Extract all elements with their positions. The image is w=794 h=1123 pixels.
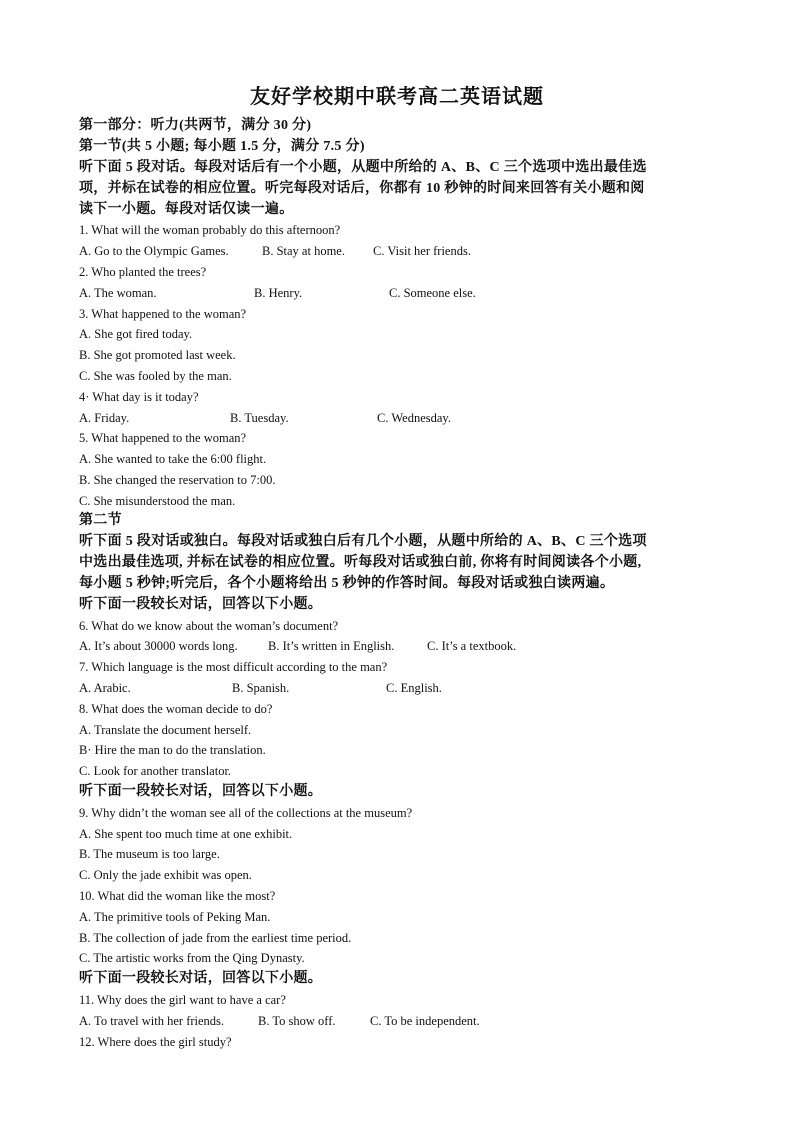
question-3-stem: 3. What happened to the woman? [79,307,247,321]
question-6-stem: 6. What do we know about the woman’s document? [79,619,339,633]
question-8-option-c[interactable]: C. Look for another translator. [79,764,232,778]
section1-instruction-line: 听下面 5 段对话。每段对话后有一个小题，从题中所给的 A、B、C 三个选项中选出最佳选 [79,160,647,175]
question-5-option-c[interactable]: C. She misunderstood the man. [79,494,236,508]
question-7-option-c[interactable]: C. English. [386,681,442,695]
question-11-option-b[interactable]: B. To show off. [258,1014,336,1028]
question-1-option-c[interactable]: C. Visit her friends. [373,244,471,258]
page-title: 友好学校期中联考高二英语试题 [250,86,544,108]
section1-heading: 第一节(共 5 小题; 每小题 1.5 分，满分 7.5 分) [79,139,365,154]
question-9-option-c[interactable]: C. Only the jade exhibit was open. [79,868,252,882]
part1-heading: 第一部分：听力(共两节，满分 30 分) [79,118,312,133]
question-3-option-a[interactable]: A. She got fired today. [79,327,193,341]
question-6-option-a[interactable]: A. It’s about 30000 words long. [79,639,238,653]
question-5-option-a[interactable]: A. She wanted to take the 6:00 flight. [79,452,267,466]
question-10-option-a[interactable]: A. The primitive tools of Peking Man. [79,910,271,924]
question-4-option-a[interactable]: A. Friday. [79,411,130,425]
question-11-option-a[interactable]: A. To travel with her friends. [79,1014,225,1028]
question-7-option-b[interactable]: B. Spanish. [232,681,290,695]
question-2-option-b[interactable]: B. Henry. [254,286,303,300]
question-10-option-c[interactable]: C. The artistic works from the Qing Dynasty. [79,951,305,965]
section2-instruction-line: 中选出最佳选项, 并标在试卷的相应位置。听每段对话或独白前, 你将有时间阅读各个小题, [79,555,642,570]
question-11-stem: 11. Why does the girl want to have a car? [79,993,286,1007]
listening-prompt: 听下面一段较长对话，回答以下小题。 [79,597,323,612]
question-4-option-b[interactable]: B. Tuesday. [230,411,289,425]
question-8-stem: 8. What does the woman decide to do? [79,702,273,716]
question-8-option-a[interactable]: A. Translate the document herself. [79,723,252,737]
question-7-option-a[interactable]: A. Arabic. [79,681,131,695]
question-6-option-c[interactable]: C. It’s a textbook. [427,639,517,653]
section2-instruction-line: 每小题 5 秒钟;听完后，各个小题将给出 5 秒钟的作答时间。每段对话或独白读两遍。 [79,576,615,591]
question-5-option-b[interactable]: B. She changed the reservation to 7:00. [79,473,276,487]
listening-prompt: 听下面一段较长对话，回答以下小题。 [79,971,323,986]
question-2-option-c[interactable]: C. Someone else. [389,286,476,300]
question-10-option-b[interactable]: B. The collection of jade from the earliest time period. [79,931,352,945]
question-9-option-b[interactable]: B. The museum is too large. [79,847,220,861]
question-9-option-a[interactable]: A. She spent too much time at one exhibit. [79,827,293,841]
question-1-stem: 1. What will the woman probably do this afternoon? [79,223,341,237]
question-7-stem: 7. Which language is the most difficult according to the man? [79,660,388,674]
question-12-stem: 12. Where does the girl study? [79,1035,232,1049]
question-1-option-b[interactable]: B. Stay at home. [262,244,345,258]
question-11-option-c[interactable]: C. To be independent. [370,1014,480,1028]
section1-instruction-line: 读下一小题。每段对话仅读一遍。 [79,202,294,217]
question-8-option-b[interactable]: B· Hire the man to do the translation. [79,743,266,757]
question-4-option-c[interactable]: C. Wednesday. [377,411,451,425]
question-4-stem: 4· What day is it today? [79,390,199,404]
question-6-option-b[interactable]: B. It’s written in English. [268,639,395,653]
question-9-stem: 9. Why didn’t the woman see all of the collections at the museum? [79,806,413,820]
section1-instruction-line: 项，并标在试卷的相应位置。听完每段对话后，你都有 10 秒钟的时间来回答有关小题和阅 [79,181,645,196]
section2-instruction-line: 听下面 5 段对话或独白。每段对话或独白后有几个小题，从题中所给的 A、B、C 三个选项 [79,534,647,549]
question-5-stem: 5. What happened to the woman? [79,431,247,445]
listening-prompt: 听下面一段较长对话，回答以下小题。 [79,784,323,799]
question-10-stem: 10. What did the woman like the most? [79,889,276,903]
question-3-option-b[interactable]: B. She got promoted last week. [79,348,236,362]
question-3-option-c[interactable]: C. She was fooled by the man. [79,369,232,383]
question-2-stem: 2. Who planted the trees? [79,265,207,279]
question-2-option-a[interactable]: A. The woman. [79,286,157,300]
question-1-option-a[interactable]: A. Go to the Olympic Games. [79,244,229,258]
section2-heading: 第二节 [79,513,122,528]
